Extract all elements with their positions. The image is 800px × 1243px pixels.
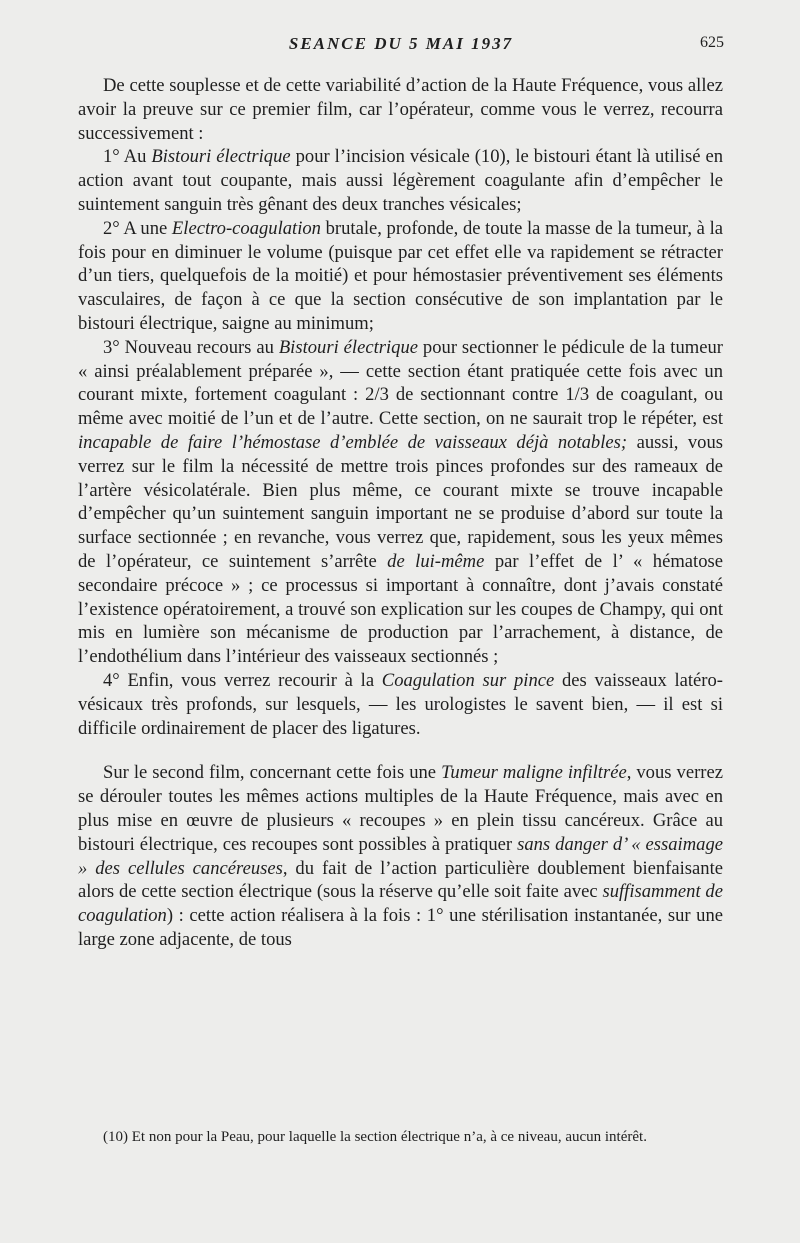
paragraph: 2° A une Electro-coagulation brutale, profonde, de toute la masse de la tumeur, à la fois pour en diminuer le volume (puisque par cet effet elle va rapidement se rétracter d’un tiers, quelquefois de la moitié) et pour hémostasier préventivement ses éléments vasculaires, de façon à ce que la section consécutive de son implantation par le bistouri électrique, saigne au minimum; [78,217,723,334]
page-header [78,34,724,58]
page-number: 625 [700,34,724,51]
paragraph: Sur le second film, concernant cette fois une Tumeur maligne infiltrée, vous verrez se dérouler toutes les mêmes actions multiples de la Haute Fréquence, mais avec en plus mise en œuvre de plusieurs « recoupes » en plein tissu cancéreux. Grâce au bistouri électrique, ces recoupes sont possibles à pratiquer sans danger d’ « essaimage » des cellules cancéreuses, du fait de l’action particulière doublement bienfaisante alors de cette section électrique (sous la réserve qu’elle soit faite avec suffisamment de coagulation) : cette action réalisera à la fois : 1° une stérilisation instantanée, sur une large zone adjacente, de tous [78,762,724,950]
footnote [78,1128,723,1147]
footnote-text: (10) Et non pour la Peau, pour laquelle la section électrique n’a, à ce niveau, aucun intérêt. [103,1129,647,1145]
paragraph: 3° Nouveau recours au Bistouri électrique pour sectionner le pédicule de la tumeur « ainsi préalablement préparée », — cette section étant pratiquée cette fois avec un courant mixte, fortement coagulant : 2/3 de sectionnant contre 1/3 de coagulant, ou même avec moitié de l’un et de l’autre. Cette section, on ne saurait trop le répéter, est incapable de faire l’hémostase d’emblée de vaisseaux déjà notables; aussi, vous verrez sur le film la nécessité de mettre trois pinces profondes sur des rameaux de l’artère vésicolatérale. Bien plus même, ce courant mixte se trouve incapable d’empêcher qu’un suintement sanguin important ne se produise d’abord sur toute la surface sectionnée ; en revanche, vous verrez que, rapidement, sous les yeux mêmes de l’opérateur, ce suintement s’arrête de lui-même par l’effet de l’ « hématose secondaire précoce » ; ce processus si important à connaître, dont j’avais constaté l’existence opératoirement, a trouvé son explication sur les coupes de Champy, qui ont mis en lumière son mécanisme de production par l’arrachement, à distance, de l’endothélium dans l’intérieur des vaisseaux sectionnés ; [78,336,724,668]
body-text [78,74,723,952]
paragraph: 4° Enfin, vous verrez recourir à la Coagulation sur pince des vaisseaux latéro-vésicaux très profonds, sur lesquels, — les urologistes le savent bien, — il est si difficile ordinairement de placer des ligatures. [78,669,723,739]
running-title: SEANCE DU 5 MAI 1937 [288,34,514,53]
paragraph: De cette souplesse et de cette variabilité d’action de la Haute Fréquence, vous allez avoir la preuve sur ce premier film, car l’opérateur, comme vous le verrez, recourra successivement : [78,75,723,144]
paragraph: 1° Au Bistouri électrique pour l’incision vésicale (10), le bistouri étant là utilisé en action avant tout coupante, mais aussi légèrement coagulante afin d’empêcher le suintement sanguin très gênant des deux tranches vésicales; [78,146,724,215]
